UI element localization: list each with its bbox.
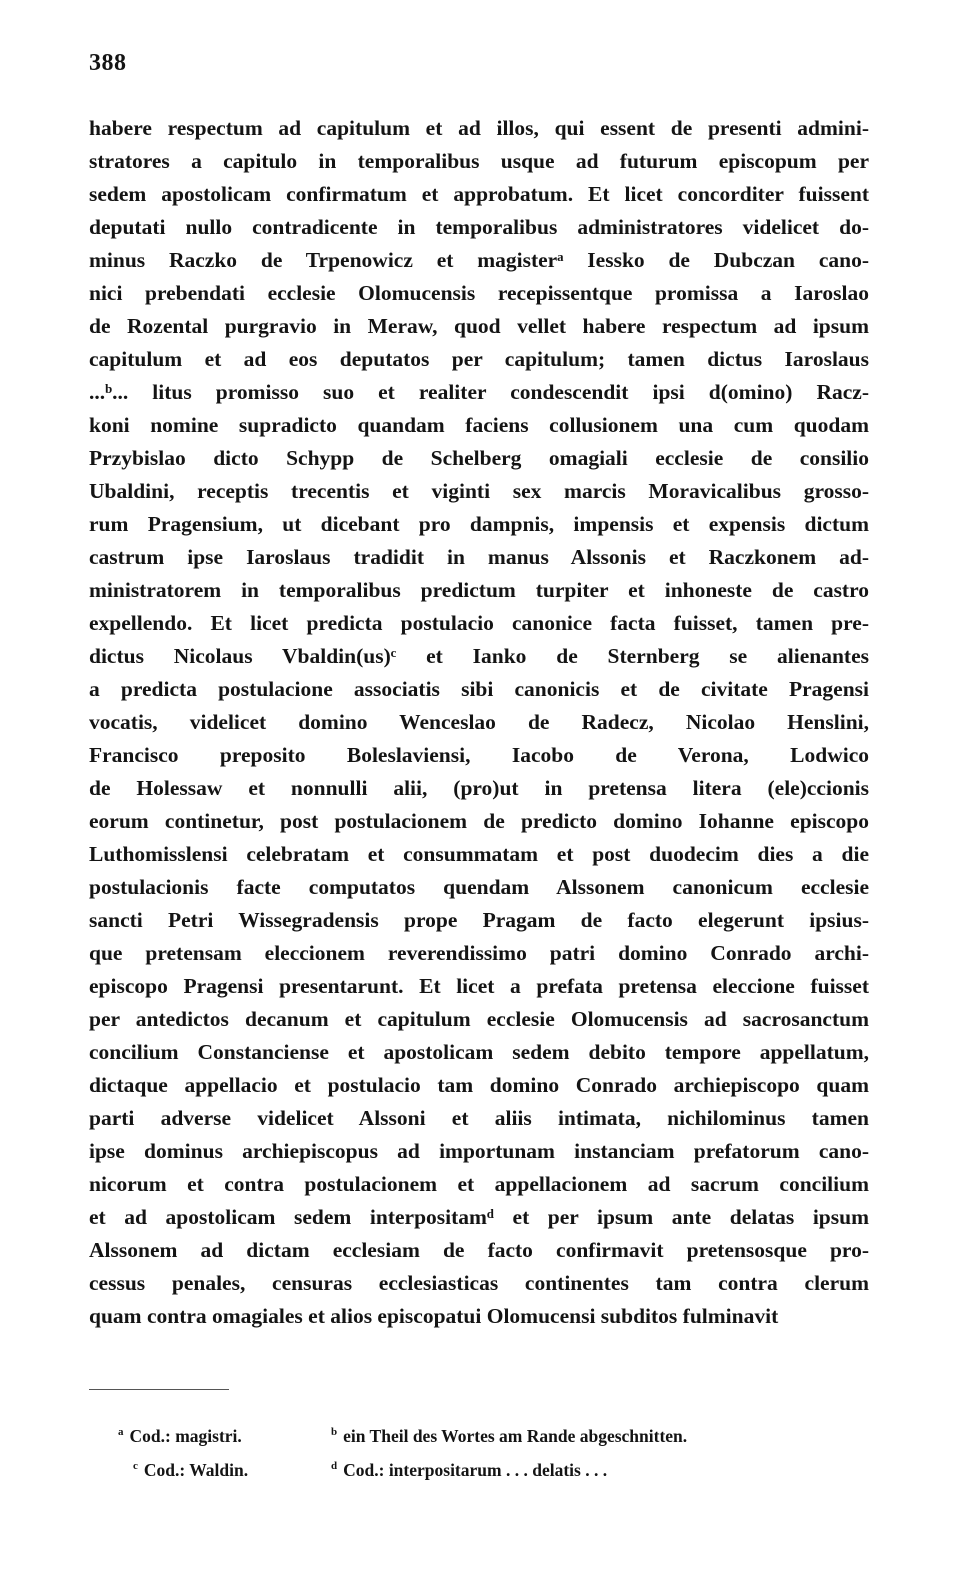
text-line: castrum ipse Iaroslaus tradidit in manus Alssonis et Raczkonem ad- [89,545,869,569]
text-line: minus Raczko de Trpenowicz et magisterᵃ Iessko de Dubczan cano- [89,248,869,272]
text-line: koni nomine supradicto quandam faciens collusionem una cum quodam [89,413,869,437]
text-line: Przybislao dicto Schypp de Schelberg omagiali ecclesie de consilio [89,446,869,470]
text-line: sancti Petri Wissegradensis prope Pragam de facto elegerunt ipsius- [89,908,869,932]
text-line: cessus penales, censuras ecclesiasticas continentes tam contra clerum [89,1271,869,1295]
footnote-b-mark: b [331,1426,338,1438]
page-number: 388 [89,50,127,76]
text-line: nici prebendati ecclesie Olomucensis recepissentque promissa a Iaroslao [89,281,869,305]
text-line: ...ᵇ... litus promisso suo et realiter condescendit ipsi d(omino) Racz- [89,380,869,404]
footnote-c-text: Cod.: Waldin. [143,1459,249,1480]
text-line: habere respectum ad capitulum et ad illos, qui essent de presenti admini- [89,116,869,140]
text-line: ministratorem in temporalibus predictum turpiter et inhoneste de castro [89,578,869,602]
text-line: expellendo. Et licet predicta postulacio canonice facta fuisset, tamen pre- [89,611,869,635]
text-line: de Holessaw et nonnulli alii, (pro)ut in pretensa litera (ele)ccionis [89,776,869,800]
text-line: rum Pragensium, ut dicebant pro dampnis, impensis et expensis dictum [89,512,869,536]
text-line: nicorum et contra postulacionem et appellacionem ad sacrum concilium [89,1172,869,1196]
text-line: episcopo Pragensi presentarunt. Et licet a prefata pretensa eleccione fuisset [89,974,869,998]
footnote-c [133,1453,248,1483]
text-line: Ubaldini, receptis trecentis et viginti sex marcis Moravicalibus grosso- [89,479,869,503]
text-line: postulacionis facte computatos quendam Alssonem canonicum ecclesie [89,875,869,899]
footnote-b [331,1419,687,1449]
footnote-a-mark: a [118,1426,124,1438]
body-text [89,112,869,1333]
text-line: sedem apostolicam confirmatum et approbatum. Et licet concorditer fuissent [89,182,869,206]
text-line: ipse dominus archiepiscopus ad importunam instanciam prefatorum cano- [89,1139,869,1163]
footnote-separator [89,1389,229,1390]
text-line: Francisco preposito Boleslaviensi, Iacobo de Verona, Lodwico [89,743,869,767]
footnote-a [118,1419,242,1449]
footnote-d-text: Cod.: interpositarum . . . delatis . . . [343,1459,608,1480]
text-line: Luthomisslensi celebratam et consummatam et post duodecim dies a die [89,842,869,866]
text-line: Alssonem ad dictam ecclesiam de facto confirmavit pretensosque pro- [89,1238,869,1262]
text-line: dictus Nicolaus Vbaldin(us)ᶜ et Ianko de Sternberg se alienantes [89,644,869,668]
footnote-c-mark: c [133,1460,138,1472]
text-line: eorum continetur, post postulacionem de predicto domino Iohanne episcopo [89,809,869,833]
text-line: et ad apostolicam sedem interpositamᵈ et per ipsum ante delatas ipsum [89,1205,869,1229]
text-line: capitulum et ad eos deputatos per capitulum; tamen dictus Iaroslaus [89,347,869,371]
footnote-d-mark: d [331,1460,338,1472]
text-line: a predicta postulacione associatis sibi canonicis et de civitate Pragensi [89,677,869,701]
text-line: dictaque appellacio et postulacio tam domino Conrado archiepiscopo quam [89,1073,869,1097]
footnote-d [331,1453,607,1483]
text-line: deputati nullo contradicente in temporalibus administratores videlicet do- [89,215,869,239]
text-line: quam contra omagiales et alios episcopatui Olomucensi subditos fulminavit [89,1304,779,1328]
footnote-b-text: ein Theil des Wortes am Rande abgeschnitten. [343,1425,688,1446]
text-line: concilium Constanciense et apostolicam sedem debito tempore appellatum, [89,1040,869,1064]
text-line: de Rozental purgravio in Meraw, quod vellet habere respectum ad ipsum [89,314,869,338]
text-line: vocatis, videlicet domino Wenceslao de Radecz, Nicolao Henslini, [89,710,869,734]
text-line: que pretensam eleccionem reverendissimo patri domino Conrado archi- [89,941,869,965]
text-line: parti adverse videlicet Alssoni et aliis intimata, nichilominus tamen [89,1106,869,1130]
text-line: per antedictos decanum et capitulum ecclesie Olomucensis ad sacrosanctum [89,1007,869,1031]
text-line: stratores a capitulo in temporalibus usque ad futurum episcopum per [89,149,869,173]
footnote-a-text: Cod.: magistri. [129,1425,242,1446]
